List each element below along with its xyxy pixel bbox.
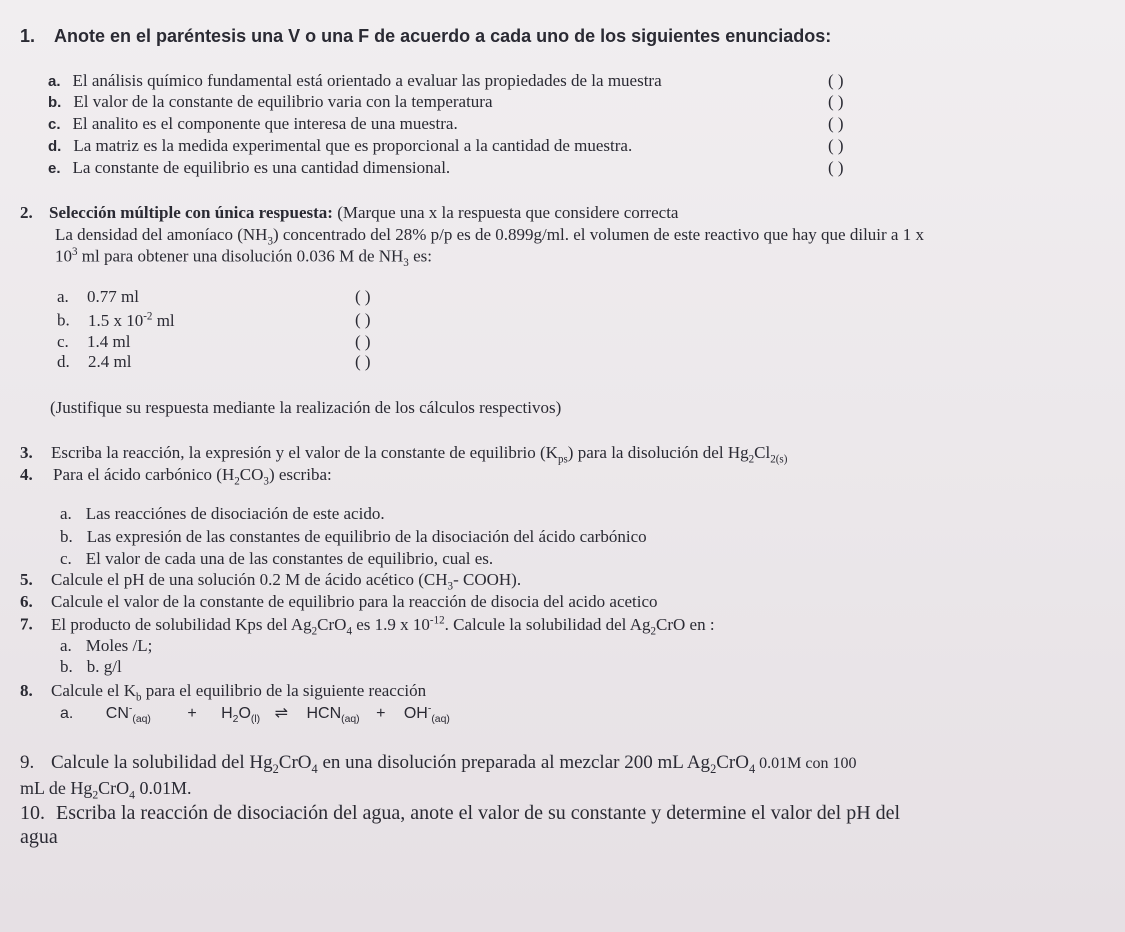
q1-statement-text: El valor de la constante de equilibrio varia con la temperatura [73,92,493,111]
q1-answer-box-c[interactable]: ( ) [828,114,844,133]
q2-statement-line2: $10^3$ ml para obtener una disolución 0.036 M de $NH_3$ es: [55,246,432,270]
q1-statement-e [48,158,450,178]
q1-heading [20,26,831,47]
q8-line: 8. Calcule el $K_b$ para el equilibrio de la siguiente reacción [20,681,427,704]
q1-statement-letter: d. [48,138,62,155]
q9-line2: mL de $Hg_2CrO_4$ 0.01M. [20,778,192,802]
q1-answer-box-d[interactable]: ( ) [828,136,844,155]
q8-reaction: a. $CN^-_{(aq)} + H_2O_{(l)}$ ⇌ $HCN_{(aq)} + OH^-_{(aq)}$ [60,703,450,726]
q1-statement-text: El análisis químico fundamental está orientado a evaluar las propiedades de la muestra [72,71,662,90]
q1-statement-c [48,114,458,134]
q2-option-b: b. 1.5 x $10^{-2}$ ml [57,310,175,330]
q1-statement-a [48,71,662,91]
q2-number: 2. [20,203,33,222]
q2-option-c-box[interactable]: ( ) [355,332,371,351]
q1-statement-b [48,92,493,112]
q9-line1: 9. Calcule la solubilidad del $Hg_2CrO_4$ en una disolución preparada al mezclar 200 mL $Ag_2CrO_4$ 0.01M con 100 [20,752,857,776]
q2-justify: (Justifique su respuesta mediante la realización de los cálculos respectivos) [50,398,562,417]
q2-heading [20,203,678,223]
q2-option-b-box[interactable]: ( ) [355,310,371,329]
q2-option-c: c. 1.4 ml [57,332,131,351]
q1-number: 1. [20,26,36,46]
q1-answer-box-b[interactable]: ( ) [828,92,844,111]
q1-statement-text: La matriz es la medida experimental que es proporcional a la cantidad de muestra. [73,136,633,155]
q2-option-d: d. 2.4 ml [57,352,132,371]
q4-item-b: b. Las expresión de las constantes de equilibrio de la disociación del ácido carbónico [60,527,647,546]
q2-option-d-box[interactable]: ( ) [355,352,371,371]
q1-answer-box-a[interactable]: ( ) [828,71,844,90]
q1-statement-d [48,136,632,156]
q2-statement-line1: La densidad del amoníaco $(NH_3)$ concentrado del 28% p/p es de 0.899g/ml. el volumen de este reactivo que hay que diluir a 1 x [55,225,924,248]
q7-item-b: b. b. g/l [60,657,122,676]
q4-item-c: c. El valor de cada una de las constantes de equilibrio, cual es. [60,549,494,568]
q7-line: 7. El producto de solubilidad Kps del $Ag_2CrO_4$ es 1.9 x $10^{-12}$. Calcule la solubilidad del $Ag_2CrO$ en : [20,614,715,638]
q1-statement-letter: e. [48,160,61,177]
q1-statement-letter: a. [48,73,61,90]
q10-line1: 10. Escriba la reacción de disociación del agua, anote el valor de su constante y determine el valor del pH del [20,802,901,824]
q1-answer-box-e[interactable]: ( ) [828,158,844,177]
q4-item-a: a. Las reacciónes de disociación de este acido. [60,504,385,523]
q4-line: 4. Para el ácido carbónico $(H_2CO_3)$ escriba: [20,465,332,488]
q5-line: 5. Calcule el pH de una solución 0.2 M de ácido acético ($CH_3-$ COOH). [20,570,522,593]
q3-line: 3. Escriba la reacción, la expresión y el valor de la constante de equilibrio $(K_{ps})$ para la disolución del $Hg_2Cl_{2(s)}$ [20,443,788,466]
q10-line2: agua [20,826,58,848]
q1-statement-text: El analito es el componente que interesa de una muestra. [72,114,458,133]
q2-instruction: (Marque una x la respuesta que considere correcta [337,203,679,222]
q1-statement-letter: b. [48,94,62,111]
q1-statement-text: La constante de equilibrio es una cantidad dimensional. [72,158,451,177]
q7-item-a: a. Moles /L; [60,636,153,655]
q2-option-a: a. 0.77 ml [57,287,139,306]
q6-line: 6. Calcule el valor de la constante de equilibrio para la reacción de disocia del acido acetico [20,592,658,611]
q2-title: Selección múltiple con única respuesta: [49,203,333,222]
q1-title: Anote en el paréntesis una V o una F de acuerdo a cada uno de los siguientes enunciados: [54,26,832,46]
q2-option-a-box[interactable]: ( ) [355,287,371,306]
q1-statement-letter: c. [48,116,61,133]
